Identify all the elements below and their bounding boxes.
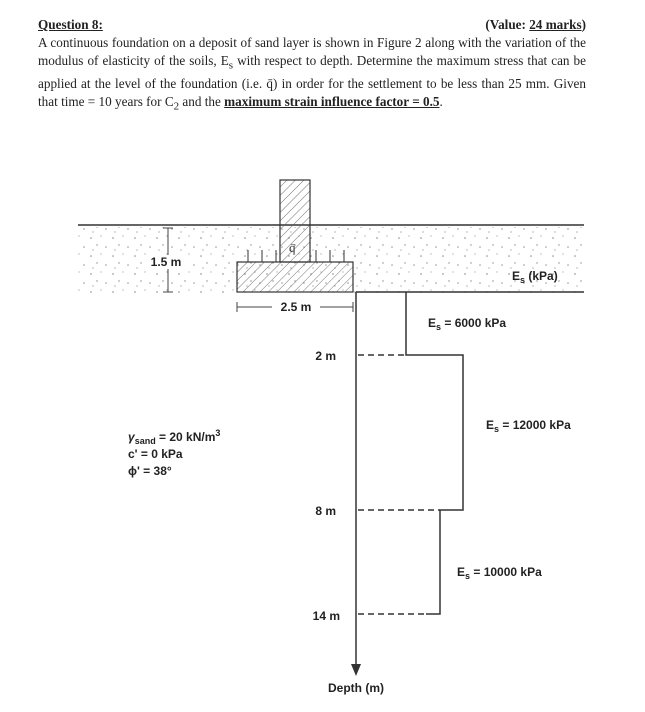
- q-emph-max: maximum strain influence factor = 0.5: [224, 93, 440, 109]
- layer-3-label: $E_s = 10000$ kPa: [457, 565, 542, 581]
- layer-1-label: $E_s = 6000$ kPa: [428, 316, 507, 332]
- soil-properties: [128, 428, 220, 478]
- width-label: 2.5 m: [280, 300, 312, 314]
- value-prefix: (Value:: [485, 17, 530, 32]
- depth-axis-arrow: [351, 664, 361, 676]
- depth-tick-8: 8 m: [315, 504, 336, 518]
- soil-cohesion: c' = 0 kPa: [128, 447, 183, 461]
- es-axis-label: $E_s$ (kPa): [512, 269, 558, 285]
- width-dimension: [237, 300, 353, 314]
- layer-2-label: $E_s = 12000$ kPa: [486, 418, 571, 434]
- soil-friction: ϕ' = 38°: [128, 464, 172, 478]
- depth-axis-label: Depth (m): [328, 681, 384, 695]
- q-body-4: and the: [179, 93, 225, 109]
- value-marks: 24 marks: [529, 17, 582, 32]
- q-body-1: A continuous foundation on a deposit of sand layer is shown in Figure 2 along with the variation of the modulus of elasticity of the soils, E: [38, 35, 586, 68]
- load-symbol: q̄: [289, 240, 296, 255]
- value-suffix: ): [581, 17, 586, 32]
- footing-base: [237, 262, 353, 292]
- es-profile: [406, 292, 463, 614]
- depth-tick-2: 2 m: [315, 349, 336, 363]
- q-bar: q̄: [266, 75, 274, 91]
- depth-tick-14: 14 m: [312, 609, 340, 623]
- q-sub-s: s: [228, 59, 234, 72]
- q-body-end: .: [439, 93, 443, 109]
- soil-gamma: $\gamma_{sand} = 20$ $kN/m^3$: [128, 428, 221, 446]
- depth-label: 1.5 m: [150, 255, 182, 269]
- q-body-2: with respect to depth. Determine the maximum stress that can be applied at the level of the foundation (i.e.: [38, 53, 586, 91]
- q-sub-2: 2: [173, 100, 180, 113]
- question-label: Question 8:: [38, 17, 103, 32]
- q-body-3: ) in order for the settlement to be less than 25 mm. Given that time = 10 years for C: [38, 75, 587, 109]
